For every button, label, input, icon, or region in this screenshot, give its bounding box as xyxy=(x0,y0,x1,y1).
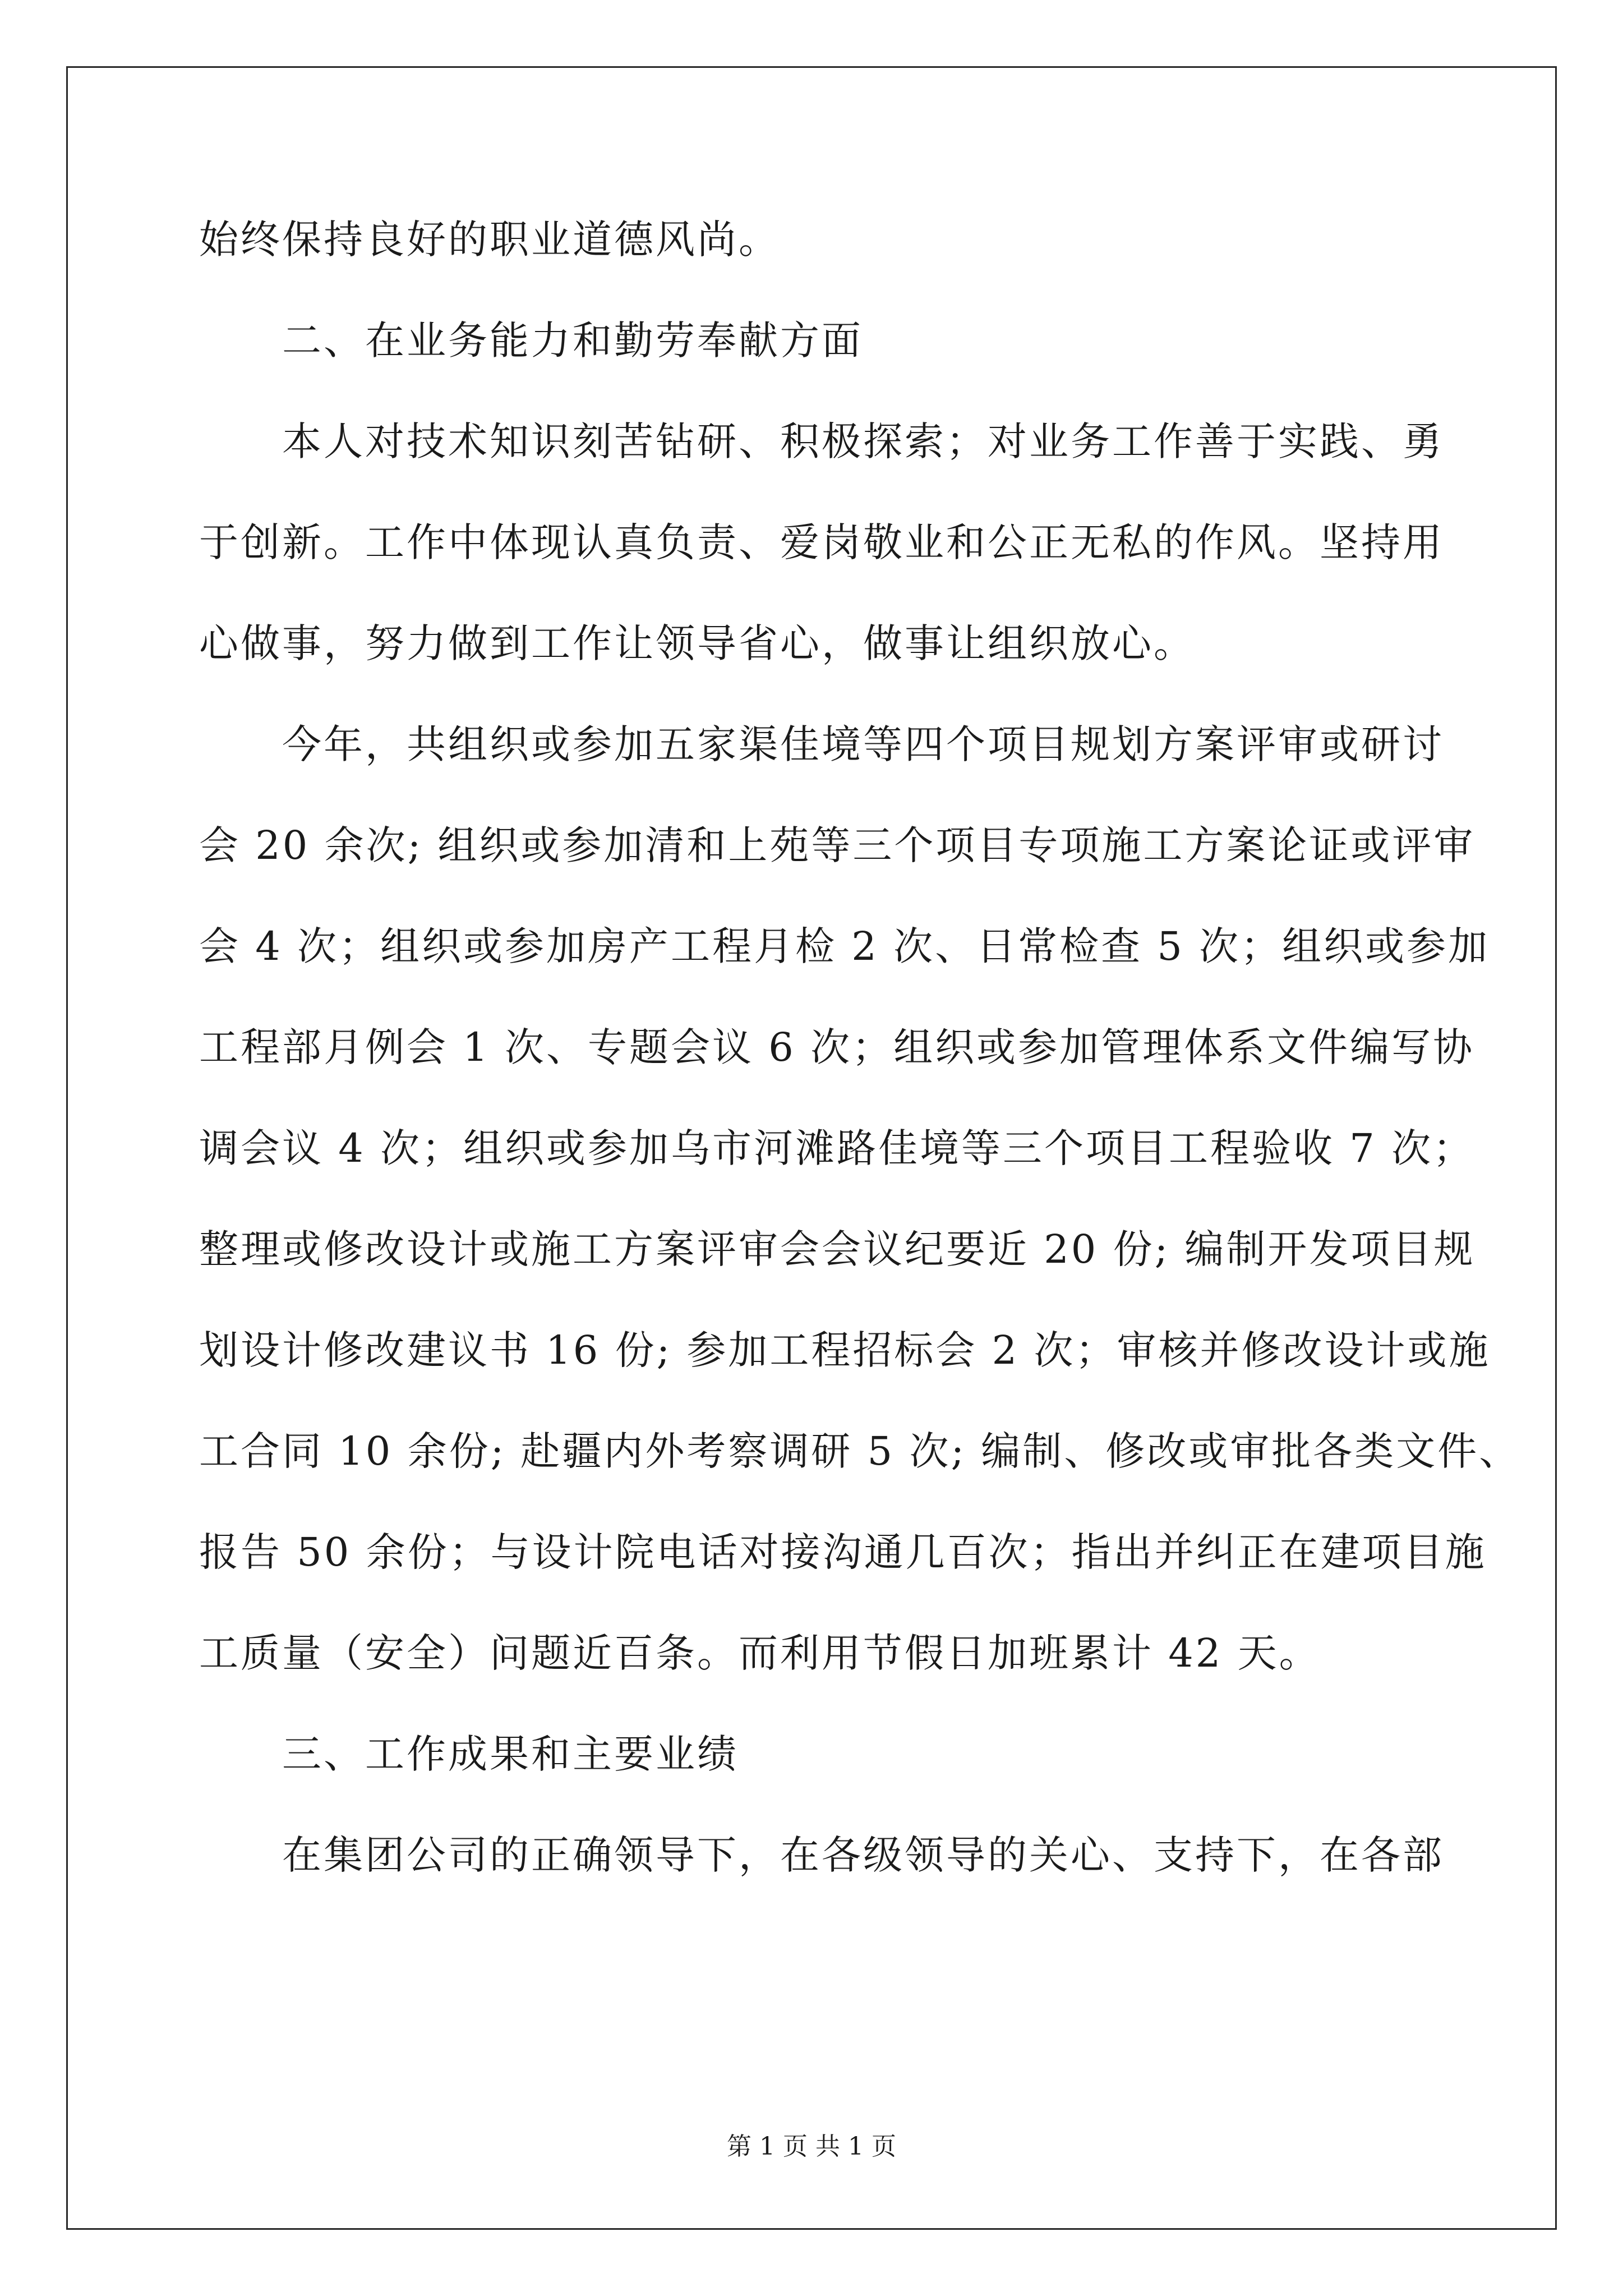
text-line: 报告 50 余份；与设计院电话对接沟通几百次；指出并纠正在建项目施 xyxy=(199,1529,1487,1575)
text-line: 在集团公司的正确领导下，在各级领导的关心、支持下，在各部 xyxy=(282,1832,1444,1878)
text-line: 会 20 余次; 组织或参加清和上苑等三个项目专项施工方案论证或评审 xyxy=(199,822,1476,868)
text-line: 始终保持良好的职业道德风尚。 xyxy=(199,217,780,263)
text-line: 工程部月例会 1 次、专题会议 6 次；组织或参加管理体系文件编写协 xyxy=(199,1024,1475,1070)
document-body xyxy=(199,217,1521,1936)
page-footer: 第 1 页 共 1 页 xyxy=(727,2132,896,2161)
text-line: 本人对技术知识刻苦钻研、积极探索；对业务工作善于实践、勇 xyxy=(282,418,1444,464)
text-line: 于创新。工作中体现认真负责、爱岗敬业和公正无私的作风。坚持用 xyxy=(199,519,1444,565)
text-line: 整理或修改设计或施工方案评审会会议纪要近 20 份; 编制开发项目规 xyxy=(199,1226,1476,1272)
text-line: 工质量（安全）问题近百条。而利用节假日加班累计 42 天。 xyxy=(199,1630,1321,1676)
text-line: 今年，共组织或参加五家渠佳境等四个项目规划方案评审或研讨 xyxy=(282,721,1444,767)
section-heading: 三、工作成果和主要业绩 xyxy=(282,1731,739,1777)
text-line: 工合同 10 余份; 赴疆内外考察调研 5 次; 编制、修改或审批各类文件、 xyxy=(199,1428,1521,1474)
text-line: 会 4 次；组织或参加房产工程月检 2 次、日常检查 5 次；组织或参加 xyxy=(199,923,1490,969)
text-line: 划设计修改建议书 16 份; 参加工程招标会 2 次；审核并修改设计或施 xyxy=(199,1327,1491,1373)
text-line: 调会议 4 次；组织或参加乌市河滩路佳境等三个项目工程验收 7 次； xyxy=(199,1125,1475,1171)
text-line: 心做事，努力做到工作让领导省心，做事让组织放心。 xyxy=(199,620,1195,666)
section-heading: 二、在业务能力和勤劳奉献方面 xyxy=(282,318,863,364)
